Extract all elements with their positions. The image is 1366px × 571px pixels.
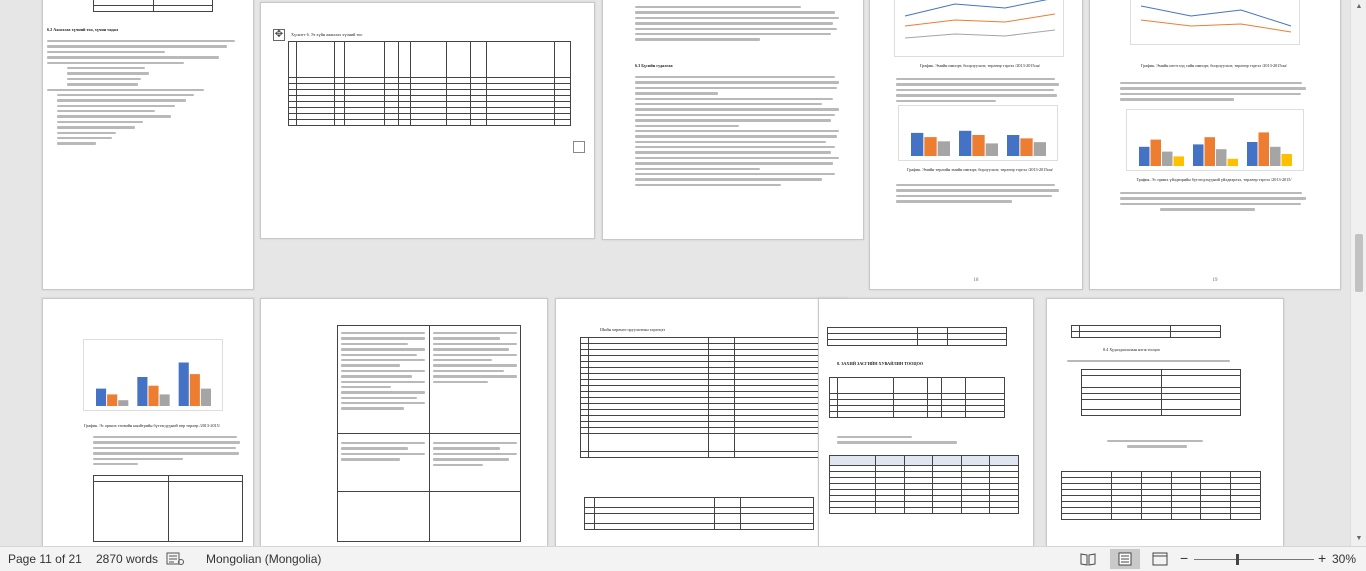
- page-text-block: [1107, 437, 1227, 451]
- line-chart-partial: [1130, 0, 1300, 45]
- chart-bar: [1034, 142, 1046, 156]
- page-text-block: [896, 75, 1062, 105]
- page-table: [288, 41, 571, 126]
- document-page: [1046, 298, 1284, 546]
- page-heading: 6.3 Бүсийн судалгаа: [635, 63, 673, 68]
- document-page: [555, 298, 848, 546]
- print-layout-icon[interactable]: [1110, 549, 1140, 569]
- page-table: [584, 497, 814, 530]
- page-indicator[interactable]: Page 11 of 21: [8, 552, 82, 566]
- chart-caption: График. Эмийн төрлийн эмийн импорт, борлуулалт, төрлөөр тэргэл /2013-2015он/: [907, 167, 1053, 172]
- page-text-block: [47, 37, 243, 148]
- word-count[interactable]: 2870 words: [96, 552, 159, 566]
- page-table: [580, 337, 820, 458]
- page-text-block: [896, 181, 1062, 206]
- chart-bar: [118, 400, 128, 406]
- status-bar: [0, 546, 1366, 571]
- chart-bar: [190, 374, 200, 406]
- table-caption: Шийн хөрөнгө оруулалтын хэрэгцээ: [600, 327, 665, 332]
- scroll-up-icon[interactable]: ▲: [1355, 3, 1363, 10]
- chart-bar: [201, 389, 211, 406]
- page-text-block: [1067, 357, 1237, 365]
- document-page: [42, 0, 254, 290]
- page-table: [1071, 325, 1221, 338]
- page-heading: 8. ЗАХИЙ ЗАСГИЙН ХУВАЙЛИН ТООЦОО: [837, 361, 924, 366]
- chart-bar: [107, 394, 117, 406]
- page-text-block: [635, 73, 843, 189]
- table-caption: 8.4 Худалдаалалын нэгж тооцоо: [1103, 347, 1161, 352]
- page-text-block: [635, 3, 843, 44]
- chart-bar: [1205, 137, 1216, 166]
- chart-bar: [972, 135, 984, 156]
- document-page: [260, 2, 595, 239]
- chart-bar: [179, 363, 189, 407]
- chart-caption: График. Эс ормих үйлдвэрийн бүтээгдэхүүний үйлдвэрлэл, төрлөөр тэргэл /2013-2015/: [1136, 177, 1292, 182]
- page-table: [93, 475, 243, 542]
- chart-caption: График. Эс орших төсвийн ньийгрийн бүтээгдүүний өөр төрлөр /2013-2015/: [84, 423, 220, 428]
- vertical-scrollbar[interactable]: [1350, 0, 1366, 546]
- chart-bar: [96, 389, 106, 406]
- table-move-handle-icon[interactable]: ✥: [274, 29, 284, 40]
- chart-bar: [1162, 152, 1173, 166]
- page-text-block: [433, 439, 517, 469]
- document-page: [869, 0, 1083, 290]
- page-text-block: [341, 439, 425, 464]
- document-page: [260, 298, 548, 546]
- scroll-down-icon[interactable]: ▼: [1355, 535, 1363, 542]
- bar-chart: [83, 339, 223, 411]
- chart-bar: [986, 143, 998, 156]
- page-table: [829, 377, 1005, 418]
- page-table: [93, 0, 213, 12]
- line-chart-partial: [894, 0, 1064, 57]
- page-table: [1081, 369, 1241, 416]
- chart-bar: [1228, 159, 1239, 166]
- read-mode-icon[interactable]: [1080, 552, 1096, 566]
- page-table: [827, 327, 1007, 346]
- page-heading: 6.2 Ажиллах хүчний тоо, хүчин чадал: [47, 27, 119, 32]
- chart-bar: [1151, 140, 1162, 166]
- chart-bar: [1193, 144, 1204, 166]
- chart-bar: [1007, 135, 1019, 156]
- page-table: [1061, 471, 1261, 520]
- chart-bar: [1270, 147, 1281, 166]
- chart-bar: [911, 133, 923, 156]
- document-page: [42, 298, 254, 546]
- chart-bar: [137, 377, 147, 406]
- chart-caption: График. Эмийн нэгтгэлд сийн импорт, боорлуулалт, төрлөөр тэргэл /2013-2015он/: [1141, 63, 1287, 68]
- chart-bar: [1259, 132, 1270, 166]
- chart-bar: [1020, 138, 1032, 156]
- table-caption: Хүснэгт 6. Ээ хүйн ажиллах хүчний тоо: [291, 32, 363, 37]
- document-page: [1089, 0, 1341, 290]
- bar-chart: [1126, 109, 1304, 171]
- chart-bar: [1174, 156, 1185, 166]
- scroll-thumb[interactable]: [1355, 234, 1363, 292]
- chart-bar: [924, 137, 936, 156]
- zoom-slider-handle[interactable]: [1236, 554, 1239, 565]
- page-text-block: [1120, 189, 1310, 214]
- web-layout-icon[interactable]: [1152, 552, 1168, 566]
- chart-bar: [148, 386, 158, 406]
- page-text-block: [433, 329, 517, 386]
- language-indicator[interactable]: Mongolian (Mongolia): [206, 552, 322, 566]
- proofing-icon[interactable]: [166, 552, 184, 566]
- bar-chart: [898, 105, 1058, 161]
- chart-bar: [160, 394, 170, 406]
- document-page: [818, 298, 1034, 546]
- document-page: [602, 0, 864, 240]
- zoom-out-button[interactable]: −: [1180, 550, 1189, 566]
- zoom-slider[interactable]: [1194, 559, 1314, 560]
- page-number: 19: [1212, 278, 1218, 283]
- zoom-in-button[interactable]: +: [1318, 550, 1327, 566]
- page-number: 18: [973, 278, 979, 283]
- page-text-block: [93, 433, 243, 468]
- chart-bar: [938, 141, 950, 156]
- table-resize-handle-icon[interactable]: [573, 141, 585, 153]
- page-text-block: [1120, 79, 1310, 104]
- chart-bar: [1216, 149, 1227, 166]
- chart-bar: [959, 131, 971, 156]
- page-table: [829, 455, 1019, 514]
- page-text-block: [837, 433, 987, 447]
- chart-caption: График. Эмийн импорт, боорлуулалт, төрлөөр тэргэл /2013-2015он/: [920, 63, 1040, 68]
- chart-bar: [1139, 147, 1150, 166]
- chart-bar: [1247, 142, 1258, 166]
- zoom-level[interactable]: 30%: [1332, 552, 1357, 566]
- chart-bar: [1282, 154, 1293, 166]
- page-text-block: [341, 329, 425, 413]
